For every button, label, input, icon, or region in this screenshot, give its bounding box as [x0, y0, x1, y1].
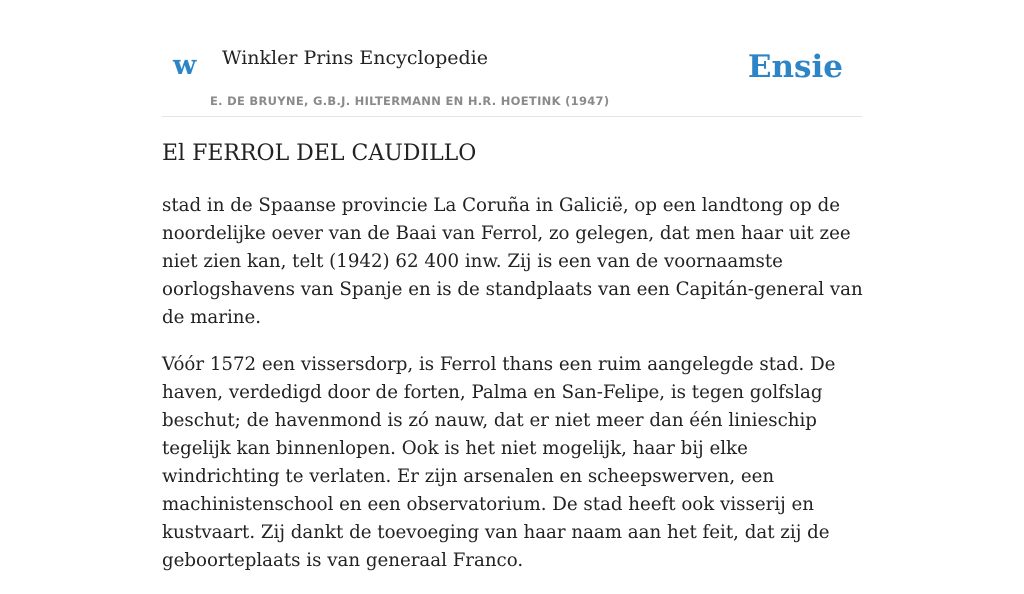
article-title: El FERROL DEL CAUDILLO	[162, 141, 477, 166]
source-header	[162, 0, 862, 117]
article-body	[162, 192, 864, 594]
article-paragraph: stad in de Spaanse provincie La Coruña in Galicië, op een landtong op de noordelijke oever van de Baai van Ferrol, zo gelegen, dat men haar uit zee niet zien kan, telt (1942) 62 400 inw. Zij is een van de voornaamste oorlogshavens van Spanje en is de standplaats van een Capitán-general van de marine.	[162, 195, 863, 328]
source-authors: E. DE BRUYNE, G.B.J. HILTERMANN EN H.R. HOETINK (1947)	[210, 94, 610, 108]
source-title-link[interactable]: Winkler Prins Encyclopedie	[222, 47, 488, 69]
winkler-prins-logo[interactable]: w	[173, 50, 197, 81]
ensie-logo[interactable]: Ensie	[747, 49, 843, 85]
article-paragraph: Vóór 1572 een vissersdorp, is Ferrol thans een ruim aangelegde stad. De haven, verdedigd door de forten, Palma en San-Felipe, is tegen golfslag beschut; de havenmond is zó nauw, dat er niet meer dan één linieschip tegelijk kan binnenlopen. Ook is het niet mogelijk, haar bij elke windrichting te verlaten. Er zijn arsenalen en scheepswerven, een machinistenschool en een observatorium. De stad heeft ook visserij en kustvaart. Zij dankt de toevoeging van haar naam aan het feit, dat zij de geboorteplaats is van generaal Franco.	[162, 354, 836, 571]
